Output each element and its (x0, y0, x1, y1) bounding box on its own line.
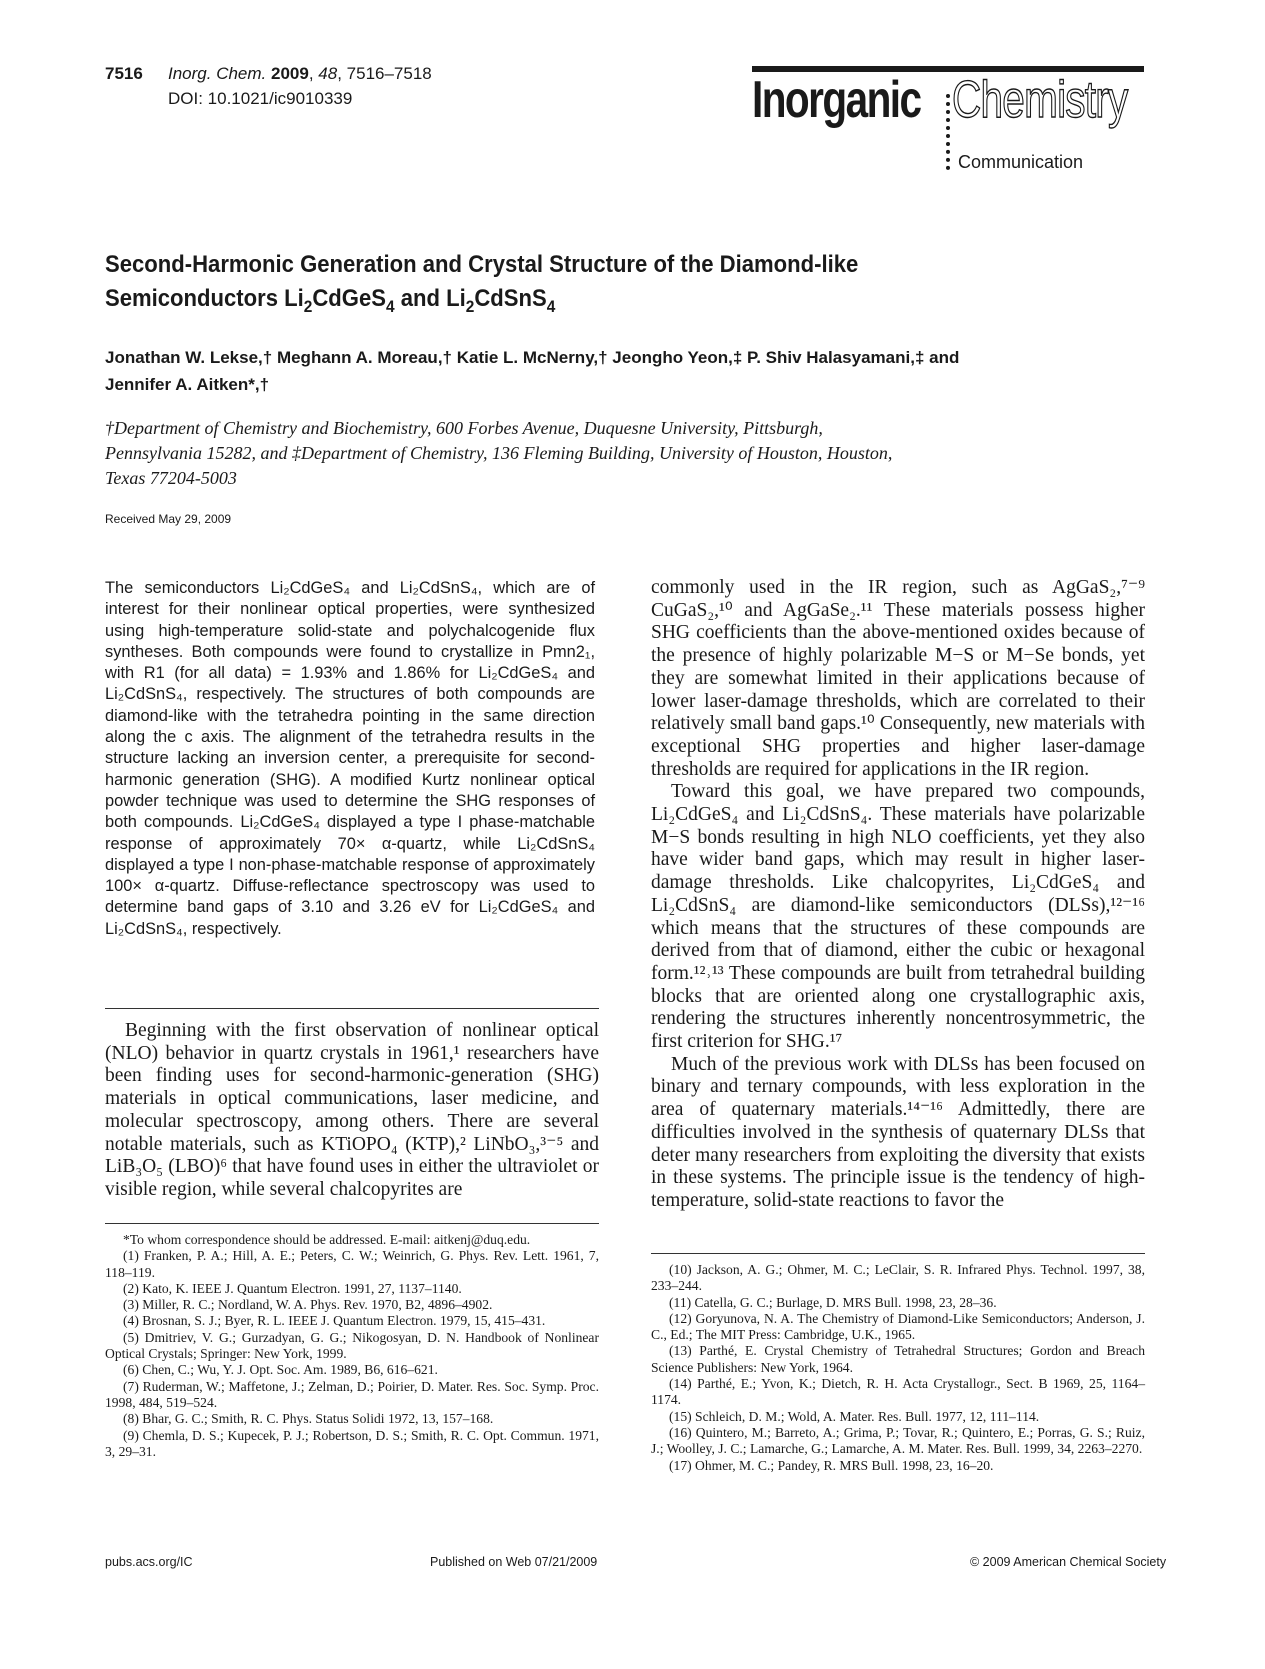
title-line-1: Second-Harmonic Generation and Crystal Structure of the Diamond-like (105, 251, 859, 278)
journal-logo (752, 66, 1144, 176)
logo-section: Communication (958, 152, 1084, 172)
citation: Inorg. Chem. 2009, 48, 7516–7518 (168, 64, 432, 83)
reference: (16) Quintero, M.; Barreto, A.; Grima, P.; Tovar, R.; Quintero, E.; Porras, G. S.; Ruiz, J.; Woolley, J. C.; Lamarche, G.; Lamarche, A. M. Mater. Res. Bull. 1999, 34, 2263–2270. (651, 1424, 1145, 1457)
reference: (13) Parthé, E. Crystal Chemistry of Tetrahedral Structures; Gordon and Breach Science Publishers: New York, 1964. (651, 1343, 1145, 1375)
reference: (9) Chemla, D. S.; Kupecek, P. J.; Robertson, D. S.; Smith, R. C. Opt. Commun. 1971, 3, 29–31. (105, 1427, 599, 1459)
affiliations (105, 416, 1205, 491)
right-paragraph-2: Toward this goal, we have prepared two compounds, Li₂CdGeS₄ and Li₂CdSnS₄. These materials have polarizable M−S bonds resulting in high NLO coefficients, yet they also have wider band gaps, which may result in higher laser-damage thresholds. Like chalcopyrites, Li₂CdGeS₄ and Li₂CdSnS₄ are diamond-like semiconductors (DLSs),¹²⁻¹⁶ which means that the structures of these compounds are derived from that of diamond, either the cubic or hexagonal form.¹²˒¹³ These compounds are built from tetrahedral building blocks that are oriented along one crystallographic axis, rendering the structures inherently noncentrosymmetric, the first criterion for SHG.¹⁷ (651, 781, 1145, 1053)
reference: (7) Ruderman, W.; Maffetone, J.; Zelman, D.; Poirier, D. Mater. Res. Soc. Symp. Proc. 1998, 484, 519–524. (105, 1378, 599, 1410)
reference: (12) Goryunova, N. A. The Chemistry of Diamond-Like Semiconductors; Anderson, J. C., Ed.; The MIT Press: Cambridge, U.K., 1965. (651, 1310, 1145, 1343)
right-paragraph-3: Much of the previous work with DLSs has been focused on binary and ternary compounds, with less exploration in the area of quaternary materials.¹⁴⁻¹⁶ Admittedly, there are difficulties involved in the synthesis of quaternary DLSs that deter many researchers from exploiting the diversity that exists in these systems. The principle issue is the tendency of high-temperature, solid-state reactions to favor the (651, 1053, 1145, 1211)
reference: (1) Franken, P. A.; Hill, A. E.; Peters, C. W.; Weinrich, G. Phys. Rev. Lett. 1961, 7, 118–119. (105, 1248, 599, 1280)
article-title (105, 248, 1071, 316)
received-date: Received May 29, 2009 (105, 512, 232, 526)
right-paragraph-1: commonly used in the IR region, such as AgGaS₂,⁷⁻⁹ CuGaS₂,¹⁰ and AgGaSe₂.¹¹ These materials possess higher SHG coefficients than the above-mentioned oxides because of the presence of highly polarizable M−S or M−Se bonds, yet they are somewhat limited in their applications because of lower laser-damage thresholds, which are correlated to their relatively small band gaps.¹⁰ Consequently, new materials with exceptional SHG properties and higher laser-damage thresholds are required for applications in the IR region. (651, 577, 1145, 780)
reference: (4) Brosnan, S. J.; Byer, R. L. IEEE J. Quantum Electron. 1979, 15, 415–431. (123, 1313, 546, 1329)
reference: (2) Kato, K. IEEE J. Quantum Electron. 1991, 27, 1137–1140. (123, 1280, 462, 1296)
title-line-2: Semiconductors $Li_2CdGeS_4$ and $Li_2CdSnS_4$ (105, 285, 556, 316)
reference: (11) Catella, G. C.; Burlage, D. MRS Bull. 1998, 23, 28–36. (669, 1294, 997, 1310)
reference: (8) Bhar, G. C.; Smith, R. C. Phys. Status Solidi 1972, 13, 157–168. (123, 1411, 494, 1427)
journal-name: Inorg. Chem. (168, 64, 267, 83)
title-and: and (394, 285, 447, 312)
reference: (14) Parthé, E.; Yvon, K.; Dietch, R. H. Acta Crystallogr., Sect. B 1969, 25, 1164–1174. (651, 1376, 1145, 1408)
footnotes-left (105, 1232, 599, 1460)
volume: 48 (318, 64, 338, 83)
logo-word-chemistry: Chemistry (952, 71, 1128, 129)
authors-line-1: Jonathan W. Lekse,† Meghann A. Moreau,† Katie L. McNerny,† Jeongho Yeon,‡ P. Shiv Halasyamani,‡ and (105, 348, 960, 367)
reference: (17) Ohmer, M. C.; Pandey, R. MRS Bull. 1998, 23, 16–20. (669, 1457, 994, 1473)
reference: (6) Chen, C.; Wu, Y. J. Opt. Soc. Am. 1989, B6, 616–621. (123, 1362, 438, 1378)
affiliation-line-2: Pennsylvania 15282, and ‡Department of Chemistry, 136 Fleming Building, University of Houston, Houston, (105, 443, 893, 463)
intro-paragraph: Beginning with the first observation of nonlinear optical (NLO) behavior in quartz crystals in 1961,¹ researchers have been finding uses for second-harmonic-generation (SHG) materials in optical communications, laser medicine, and molecular spectroscopy, among others. There are several notable materials, such as KTiOPO₄ (KTP),² LiNbO₃,³⁻⁵ and LiB₃O₅ (LBO)⁶ that have found uses in either the ultraviolet or visible region, while several chalcopyrites are (105, 1020, 599, 1200)
footnotes-divider-left (105, 1223, 599, 1224)
abstract-divider (105, 1008, 599, 1009)
reference: (3) Miller, R. C.; Nordland, W. A. Phys. Rev. 1970, B2, 4896–4902. (123, 1297, 493, 1313)
page-number: 7516 (105, 64, 143, 83)
footnotes-divider-right (651, 1253, 1145, 1254)
doi: DOI: 10.1021/ic9010339 (168, 89, 353, 108)
footnotes-right (651, 1262, 1145, 1474)
authors (105, 344, 1155, 398)
body-right-column (651, 577, 1145, 1213)
footer-url[interactable]: pubs.acs.org/IC (105, 1555, 193, 1569)
footer-copyright: © 2009 American Chemical Society (970, 1555, 1167, 1569)
footer-published: Published on Web 07/21/2009 (430, 1555, 598, 1569)
affiliation-line-3: Texas 77204-5003 (105, 468, 237, 488)
logo-word-inorganic: Inorganic (752, 71, 921, 129)
footnote: *To whom correspondence should be addressed. E-mail: aitkenj@duq.edu. (123, 1232, 531, 1247)
reference: (5) Dmitriev, V. G.; Gurzadyan, G. G.; Nikogosyan, D. N. Handbook of Nonlinear Optical Crystals; Springer: New York, 1999. (105, 1329, 599, 1362)
authors-line-2: Jennifer A. Aitken*,† (105, 375, 270, 394)
reference: (15) Schleich, D. M.; Wold, A. Mater. Res. Bull. 1977, 12, 111–114. (669, 1408, 1040, 1424)
reference: (10) Jackson, A. G.; Ohmer, M. C.; LeClair, S. R. Infrared Phys. Technol. 1997, 38, 233–244. (651, 1262, 1145, 1294)
page-range: 7516–7518 (346, 64, 432, 83)
year: 2009 (271, 64, 309, 83)
abstract: The semiconductors Li₂CdGeS₄ and Li₂CdSnS₄, which are of interest for their nonlinear optical properties, were synthesized using high-temperature solid-state and polychalcogenide flux syntheses. Both compounds were found to crystallize in Pmn2₁, with R1 (for all data) = 1.93% and 1.86% for Li₂CdGeS₄ and Li₂CdSnS₄, respectively. The structures of both compounds are diamond-like with the tetrahedra pointing in the same direction along the c axis. The alignment of the tetrahedra results in the structure lacking an inversion center, a prerequisite for second-harmonic generation (SHG). A modified Kurtz nonlinear optical powder technique was used to determine the SHG responses of both compounds. Li₂CdGeS₄ displayed a type I phase-matchable response of approximately 70× α-quartz, while Li₂CdSnS₄ displayed a type I non-phase-matchable response of approximately 100× α-quartz. Diffuse-reflectance spectroscopy was used to determine band gaps of 3.10 and 3.26 eV for Li₂CdGeS₄ and Li₂CdSnS₄, respectively. (105, 579, 595, 938)
body-left-column (105, 1020, 599, 1202)
title-prefix: Semiconductors (105, 285, 285, 312)
affiliation-line-1: †Department of Chemistry and Biochemistry, 600 Forbes Avenue, Duquesne University, Pittsburgh, (105, 418, 823, 438)
